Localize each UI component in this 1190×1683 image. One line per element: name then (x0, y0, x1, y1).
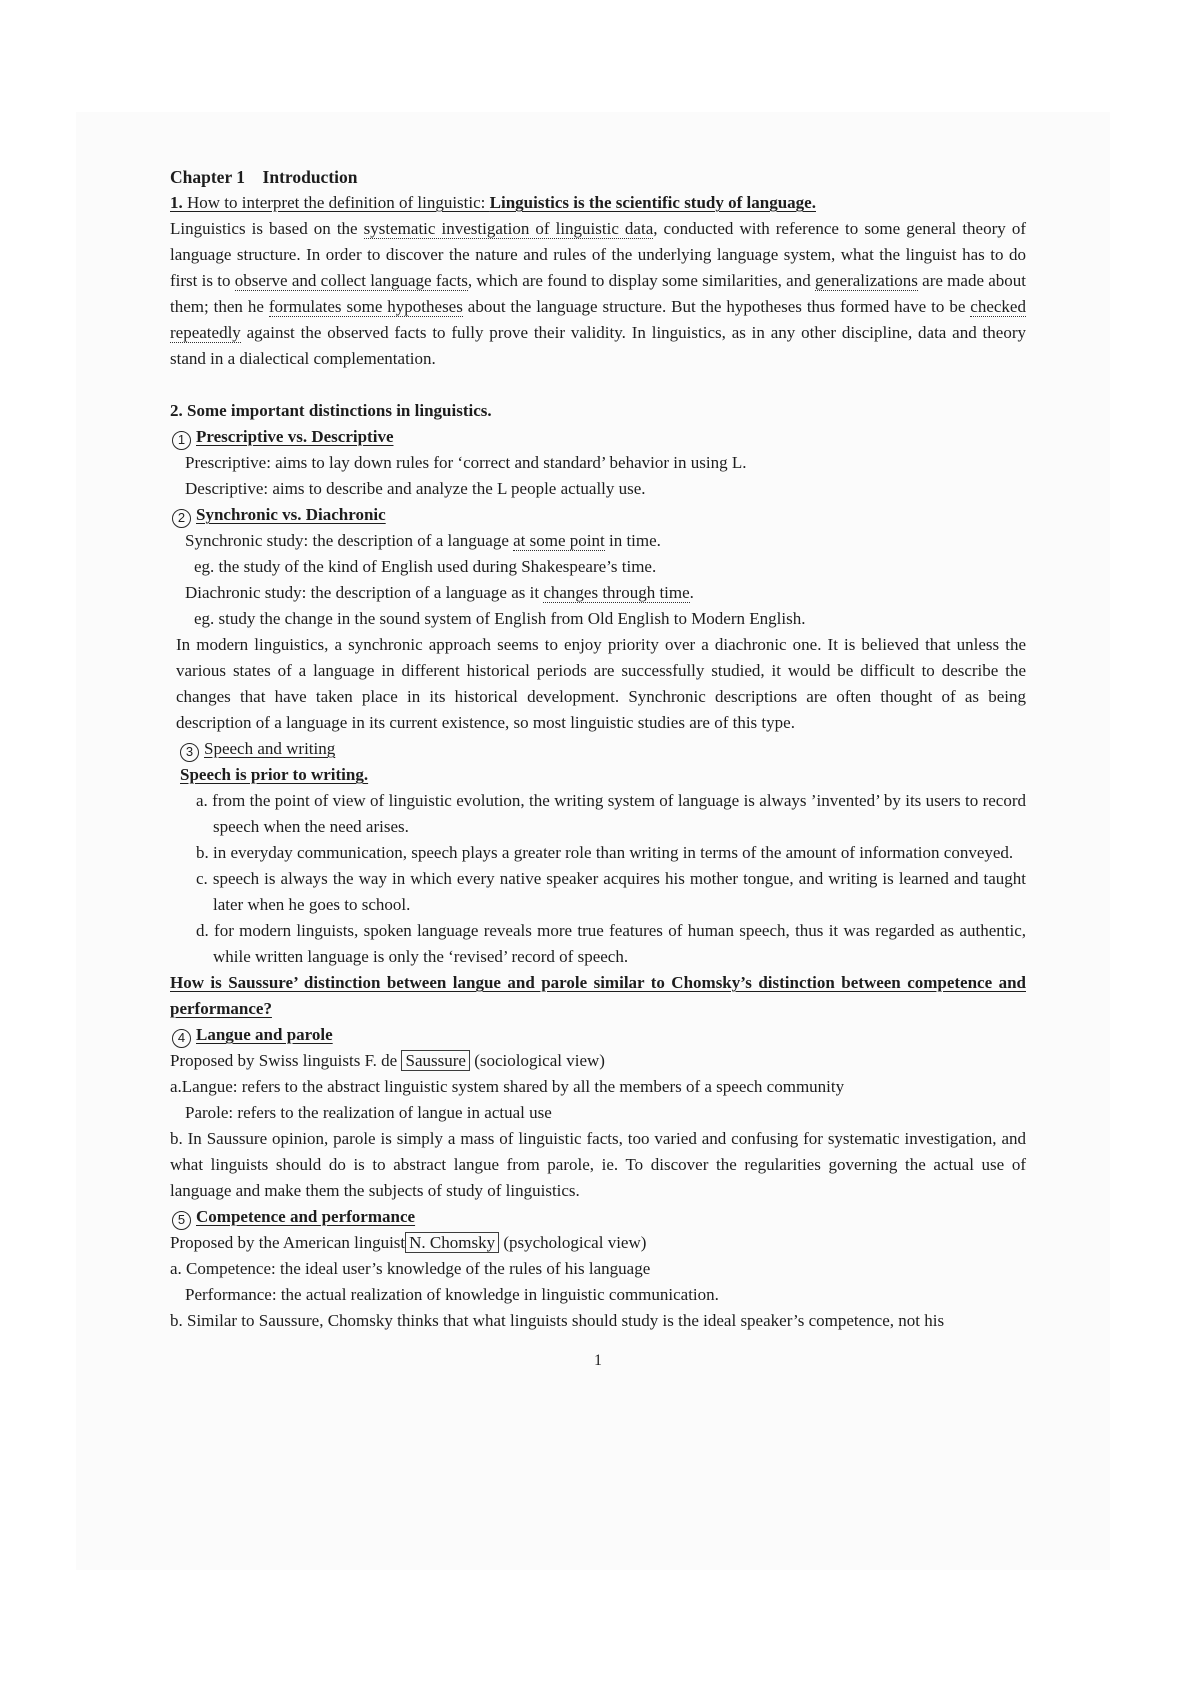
text-run: Proposed by the American linguist (170, 1233, 406, 1252)
text-run: generalizations (815, 271, 918, 290)
text-run: b. Similar to Saussure, Chomsky thinks that what linguists should study is the ideal speaker’s competence, not his (170, 1311, 945, 1330)
text-run: against the observed facts to fully prove their validity. In linguistics, as in any other discipline, data and theory stand in a dialectical complementation. (170, 323, 1026, 368)
text-run: observe and collect language facts (234, 271, 468, 290)
document-page (76, 112, 1110, 1570)
text-run: eg. the study of the kind of English used during Shakespeare’s time. (194, 557, 657, 576)
circled-number-icon: 4 (172, 1029, 191, 1048)
d1-prescriptive (170, 450, 1026, 476)
circled-number-icon: 1 (172, 431, 191, 450)
d5-performance (170, 1282, 1026, 1308)
text-run: c. speech is always the way in which every native speaker acquires his mother tongue, and writing is learned and taught later when he goes to school. (196, 869, 1026, 914)
text-run: , which are found to display some similarities, and (467, 271, 815, 290)
text-run: at some point (513, 531, 605, 550)
chapter-title (170, 164, 1026, 190)
text-run: Competence and performance (196, 1207, 416, 1226)
d4-point-b (170, 1126, 1026, 1204)
circled-number-icon: 5 (172, 1211, 191, 1230)
d4-parole (170, 1100, 1026, 1126)
d1-descriptive (170, 476, 1026, 502)
text-run: In modern linguistics, a synchronic approach seems to enjoy priority over a diachronic one. It is believed that unless the various states of a language in different historical periods are successfully studied, it would be difficult to describe the changes that have taken place in its historical development. Synchronic descriptions are often thought of as being description of a language in its current existence, so most linguistic studies are of this type. (176, 635, 1026, 732)
d2-diachronic-example (170, 606, 1026, 632)
text-run: Synchronic vs. Diachronic (196, 505, 386, 524)
text-run: b. In Saussure opinion, parole is simply a mass of linguistic facts, too varied and confusing for systematic investigation, and what linguists should do is to abstract langue from parole, ie. To discover the regularities governing the actual use of language and make them the subjects of study of linguistics. (170, 1129, 1026, 1200)
text-run: Linguistics is based on the (170, 219, 364, 238)
text-run: Langue and parole (196, 1025, 333, 1044)
d2-synchronic-example (170, 554, 1026, 580)
page-number: 1 (594, 1352, 602, 1369)
exam-question (170, 970, 1026, 1022)
text-run: a. Competence: the ideal user’s knowledge of the rules of his language (170, 1259, 651, 1278)
text-run: Proposed by Swiss linguists F. de (170, 1051, 402, 1070)
text-run: about the language structure. But the hypotheses thus formed have to be (462, 297, 971, 316)
text-run: (sociological view) (469, 1051, 605, 1070)
text-run: Prescriptive vs. Descriptive (196, 427, 394, 446)
d5-point-b (170, 1308, 1026, 1334)
d2-synchronic (170, 528, 1026, 554)
d3-heading (170, 736, 1026, 762)
text-run: Performance: the actual realization of knowledge in linguistic communication. (185, 1285, 719, 1304)
d5-competence (170, 1256, 1026, 1282)
q1-paragraph (170, 216, 1026, 372)
text-run: eg. study the change in the sound system of English from Old English to Modern English. (194, 609, 806, 628)
text-run: checked repeatedly (170, 297, 1026, 342)
text-run: Descriptive: aims to describe and analyze the L people actually use. (185, 479, 646, 498)
text-run: Chapter 1 Introduction (170, 167, 358, 187)
d1-heading (170, 424, 1026, 450)
d2-heading (170, 502, 1026, 528)
text-run: Prescriptive: aims to lay down rules for ‘correct and standard’ behavior in using L. (185, 453, 747, 472)
q2-heading (170, 398, 1026, 424)
d5-proposer (170, 1230, 1026, 1256)
text-run: a.Langue: refers to the abstract linguistic system shared by all the members of a speech community (170, 1077, 845, 1096)
circled-number-icon: 2 (172, 509, 191, 528)
text-run: formulates some hypotheses (268, 297, 463, 316)
d4-proposer (170, 1048, 1026, 1074)
d5-heading (170, 1204, 1026, 1230)
text-run: Linguistics is the scientific study of language. (489, 193, 816, 212)
text-run: (psychological view) (499, 1233, 647, 1252)
boxed-name: N. Chomsky (405, 1232, 499, 1253)
circled-number-icon: 3 (180, 743, 199, 762)
text-run: Parole: refers to the realization of langue in actual use (185, 1103, 552, 1122)
d2-discussion (170, 632, 1026, 736)
boxed-name: Saussure (401, 1050, 469, 1071)
d3-point-a (170, 788, 1026, 840)
text-run: How is Saussure’ distinction between langue and parole similar to Chomsky’s distinction between competence and performance? (170, 973, 1026, 1018)
text-run: b. in everyday communication, speech plays a greater role than writing in terms of the amount of information conveyed. (196, 843, 1014, 862)
text-run: Speech and writing (204, 739, 336, 758)
d4-heading (170, 1022, 1026, 1048)
d4-langue (170, 1074, 1026, 1100)
text-run: in time. (604, 531, 661, 550)
q1-heading (170, 190, 1026, 216)
text-run: Speech is prior to writing. (180, 765, 369, 784)
text-run: Synchronic study: the description of a language (185, 531, 514, 550)
text-run: d. for modern linguists, spoken language reveals more true features of human speech, thus it was regarded as authentic, while written language is only the ‘revised’ record of speech. (196, 921, 1026, 966)
d3-point-d (170, 918, 1026, 970)
text-run: are made about them; then he (170, 271, 1027, 316)
d2-diachronic (170, 580, 1026, 606)
text-run: How to interpret the definition of linguistic: (187, 193, 490, 212)
d3-point-c (170, 866, 1026, 918)
d3-point-b (170, 840, 1026, 866)
blank-line (170, 372, 1026, 398)
document-content (170, 164, 1026, 1374)
text-run: . (689, 583, 694, 602)
text-run: Diachronic study: the description of a language as it (185, 583, 544, 602)
text-run: systematic investigation of linguistic data (363, 219, 654, 238)
text-run: 2. Some important distinctions in linguistics. (170, 401, 492, 420)
text-run: changes through time (543, 583, 690, 602)
text-run: , conducted with reference to some general theory of language structure. In order to discover the nature and rules of the underlying language system, what the linguist has to do first is to (170, 219, 1026, 290)
text-run: 1. (170, 193, 187, 212)
text-run: a. from the point of view of linguistic evolution, the writing system of language is always ’invented’ by its users to record speech when the need arises. (196, 791, 1026, 836)
d3-thesis (170, 762, 1026, 788)
